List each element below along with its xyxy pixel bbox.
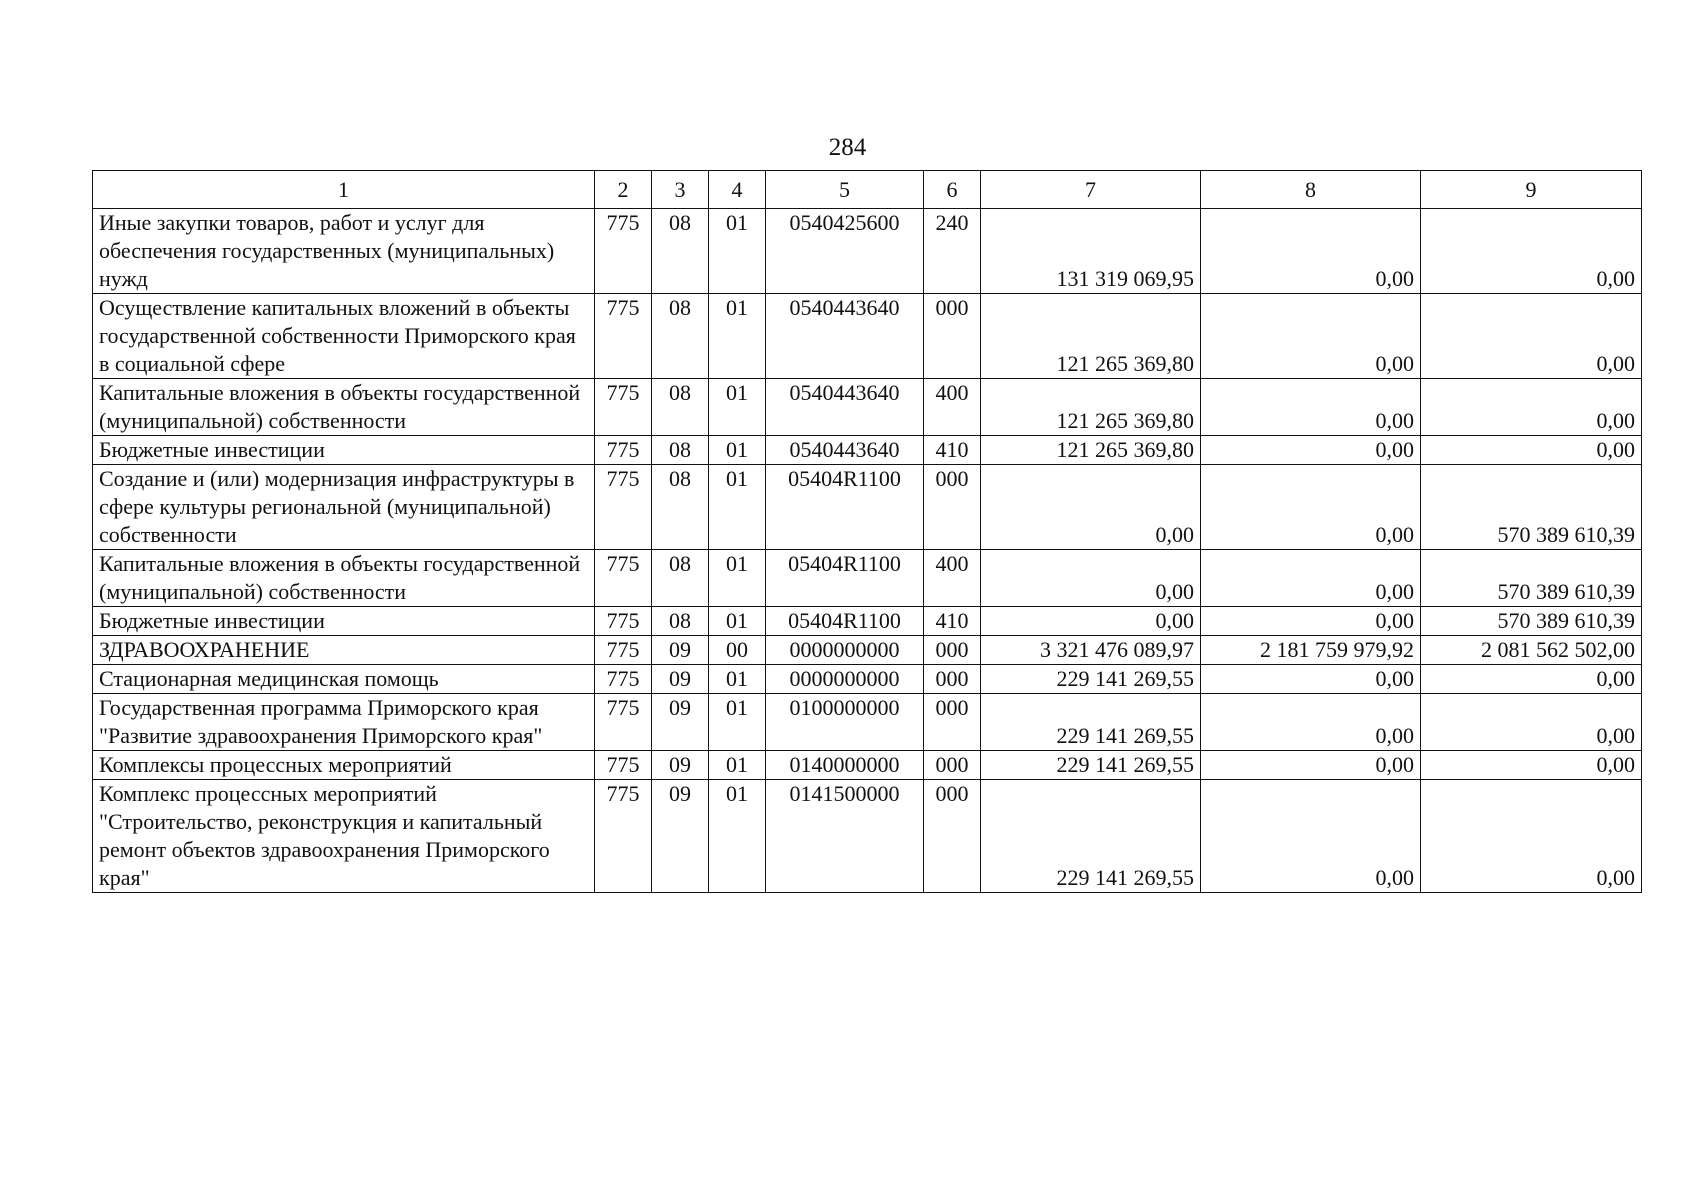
table-body: [93, 209, 1642, 893]
expense-type-cell: 000: [924, 294, 981, 379]
table-row: [93, 694, 1642, 751]
section-code-cell: 08: [652, 550, 709, 607]
amount-col8-cell: 0,00: [1201, 665, 1421, 694]
item-name-cell: Создание и (или) модернизация инфраструктуры в сфере культуры региональной (муниципальной) собственности: [93, 465, 595, 550]
table-row: [93, 436, 1642, 465]
expense-type-cell: 000: [924, 465, 981, 550]
subsection-code-cell: 00: [709, 636, 766, 665]
item-name-cell: Стационарная медицинская помощь: [93, 665, 595, 694]
table-row: [93, 550, 1642, 607]
subsection-code-cell: 01: [709, 607, 766, 636]
expense-type-cell: 000: [924, 751, 981, 780]
amount-col7-cell: 121 265 369,80: [981, 436, 1201, 465]
amount-col8-cell: 0,00: [1201, 751, 1421, 780]
column-header: 9: [1421, 171, 1642, 209]
item-name-cell: Капитальные вложения в объекты государственной (муниципальной) собственности: [93, 550, 595, 607]
ministry-code-cell: 775: [595, 636, 652, 665]
page-number: 284: [828, 134, 867, 161]
amount-col8-cell: 0,00: [1201, 379, 1421, 436]
amount-col7-cell: 3 321 476 089,97: [981, 636, 1201, 665]
ministry-code-cell: 775: [595, 550, 652, 607]
amount-col8-cell: 0,00: [1201, 465, 1421, 550]
item-name-cell: Государственная программа Приморского края "Развитие здравоохранения Приморского края": [93, 694, 595, 751]
amount-col9-cell: 0,00: [1421, 379, 1642, 436]
target-article-cell: 05404R1100: [766, 607, 924, 636]
subsection-code-cell: 01: [709, 465, 766, 550]
amount-col8-cell: 0,00: [1201, 780, 1421, 893]
target-article-cell: 05404R1100: [766, 465, 924, 550]
table-row: [93, 665, 1642, 694]
amount-col8-cell: 0,00: [1201, 607, 1421, 636]
subsection-code-cell: 01: [709, 294, 766, 379]
target-article-cell: 0140000000: [766, 751, 924, 780]
amount-col7-cell: 121 265 369,80: [981, 294, 1201, 379]
section-code-cell: 08: [652, 465, 709, 550]
column-header: 4: [709, 171, 766, 209]
column-header: 2: [595, 171, 652, 209]
amount-col8-cell: 0,00: [1201, 209, 1421, 294]
expense-type-cell: 400: [924, 550, 981, 607]
expense-type-cell: 410: [924, 436, 981, 465]
subsection-code-cell: 01: [709, 379, 766, 436]
amount-col9-cell: 570 389 610,39: [1421, 607, 1642, 636]
expense-type-cell: 000: [924, 780, 981, 893]
column-header: 3: [652, 171, 709, 209]
amount-col9-cell: 0,00: [1421, 209, 1642, 294]
ministry-code-cell: 775: [595, 436, 652, 465]
subsection-code-cell: 01: [709, 694, 766, 751]
expense-type-cell: 000: [924, 665, 981, 694]
column-header: 7: [981, 171, 1201, 209]
target-article-cell: 05404R1100: [766, 550, 924, 607]
item-name-cell: Комплекс процессных мероприятий "Строительство, реконструкция и капитальный ремонт объектов здравоохранения Приморского края": [93, 780, 595, 893]
amount-col7-cell: 121 265 369,80: [981, 379, 1201, 436]
subsection-code-cell: 01: [709, 550, 766, 607]
ministry-code-cell: 775: [595, 294, 652, 379]
item-name-cell: Иные закупки товаров, работ и услуг для обеспечения государственных (муниципальных) нужд: [93, 209, 595, 294]
expense-type-cell: 240: [924, 209, 981, 294]
table-row: [93, 294, 1642, 379]
target-article-cell: 0540443640: [766, 294, 924, 379]
expense-type-cell: 400: [924, 379, 981, 436]
amount-col7-cell: 0,00: [981, 550, 1201, 607]
amount-col9-cell: 0,00: [1421, 694, 1642, 751]
column-header: 6: [924, 171, 981, 209]
ministry-code-cell: 775: [595, 694, 652, 751]
subsection-code-cell: 01: [709, 436, 766, 465]
amount-col7-cell: 0,00: [981, 607, 1201, 636]
column-header: 1: [93, 171, 595, 209]
amount-col7-cell: 229 141 269,55: [981, 665, 1201, 694]
amount-col9-cell: 2 081 562 502,00: [1421, 636, 1642, 665]
item-name-cell: Бюджетные инвестиции: [93, 436, 595, 465]
target-article-cell: 0540443640: [766, 436, 924, 465]
ministry-code-cell: 775: [595, 665, 652, 694]
amount-col9-cell: 570 389 610,39: [1421, 465, 1642, 550]
amount-col9-cell: 0,00: [1421, 780, 1642, 893]
amount-col9-cell: 0,00: [1421, 665, 1642, 694]
section-code-cell: 09: [652, 780, 709, 893]
column-header: 5: [766, 171, 924, 209]
item-name-cell: Комплексы процессных мероприятий: [93, 751, 595, 780]
amount-col8-cell: 0,00: [1201, 694, 1421, 751]
amount-col7-cell: 229 141 269,55: [981, 751, 1201, 780]
column-header: 8: [1201, 171, 1421, 209]
header-row: [93, 171, 1642, 209]
amount-col8-cell: 2 181 759 979,92: [1201, 636, 1421, 665]
section-code-cell: 08: [652, 607, 709, 636]
amount-col7-cell: 131 319 069,95: [981, 209, 1201, 294]
amount-col8-cell: 0,00: [1201, 550, 1421, 607]
section-code-cell: 08: [652, 294, 709, 379]
section-code-cell: 09: [652, 751, 709, 780]
ministry-code-cell: 775: [595, 465, 652, 550]
target-article-cell: 0141500000: [766, 780, 924, 893]
table-row: [93, 636, 1642, 665]
item-name-cell: Осуществление капитальных вложений в объекты государственной собственности Приморского края в социальной сфере: [93, 294, 595, 379]
target-article-cell: 0000000000: [766, 636, 924, 665]
subsection-code-cell: 01: [709, 751, 766, 780]
section-code-cell: 08: [652, 436, 709, 465]
target-article-cell: 0540443640: [766, 379, 924, 436]
table-row: [93, 465, 1642, 550]
ministry-code-cell: 775: [595, 751, 652, 780]
section-code-cell: 08: [652, 209, 709, 294]
subsection-code-cell: 01: [709, 780, 766, 893]
section-code-cell: 09: [652, 665, 709, 694]
amount-col8-cell: 0,00: [1201, 436, 1421, 465]
item-name-cell: Капитальные вложения в объекты государственной (муниципальной) собственности: [93, 379, 595, 436]
section-code-cell: 09: [652, 636, 709, 665]
table-row: [93, 379, 1642, 436]
table-row: [93, 607, 1642, 636]
budget-table: [92, 170, 1642, 893]
amount-col9-cell: 0,00: [1421, 751, 1642, 780]
section-code-cell: 08: [652, 379, 709, 436]
expense-type-cell: 410: [924, 607, 981, 636]
ministry-code-cell: 775: [595, 607, 652, 636]
amount-col9-cell: 570 389 610,39: [1421, 550, 1642, 607]
target-article-cell: 0100000000: [766, 694, 924, 751]
target-article-cell: 0540425600: [766, 209, 924, 294]
expense-type-cell: 000: [924, 694, 981, 751]
amount-col9-cell: 0,00: [1421, 436, 1642, 465]
table-row: [93, 751, 1642, 780]
table-row: [93, 780, 1642, 893]
section-code-cell: 09: [652, 694, 709, 751]
item-name-cell: ЗДРАВООХРАНЕНИЕ: [93, 636, 595, 665]
amount-col9-cell: 0,00: [1421, 294, 1642, 379]
table-row: [93, 209, 1642, 294]
ministry-code-cell: 775: [595, 780, 652, 893]
item-name-cell: Бюджетные инвестиции: [93, 607, 595, 636]
amount-col7-cell: 229 141 269,55: [981, 694, 1201, 751]
ministry-code-cell: 775: [595, 209, 652, 294]
subsection-code-cell: 01: [709, 665, 766, 694]
amount-col7-cell: 229 141 269,55: [981, 780, 1201, 893]
ministry-code-cell: 775: [595, 379, 652, 436]
amount-col7-cell: 0,00: [981, 465, 1201, 550]
target-article-cell: 0000000000: [766, 665, 924, 694]
expense-type-cell: 000: [924, 636, 981, 665]
subsection-code-cell: 01: [709, 209, 766, 294]
amount-col8-cell: 0,00: [1201, 294, 1421, 379]
